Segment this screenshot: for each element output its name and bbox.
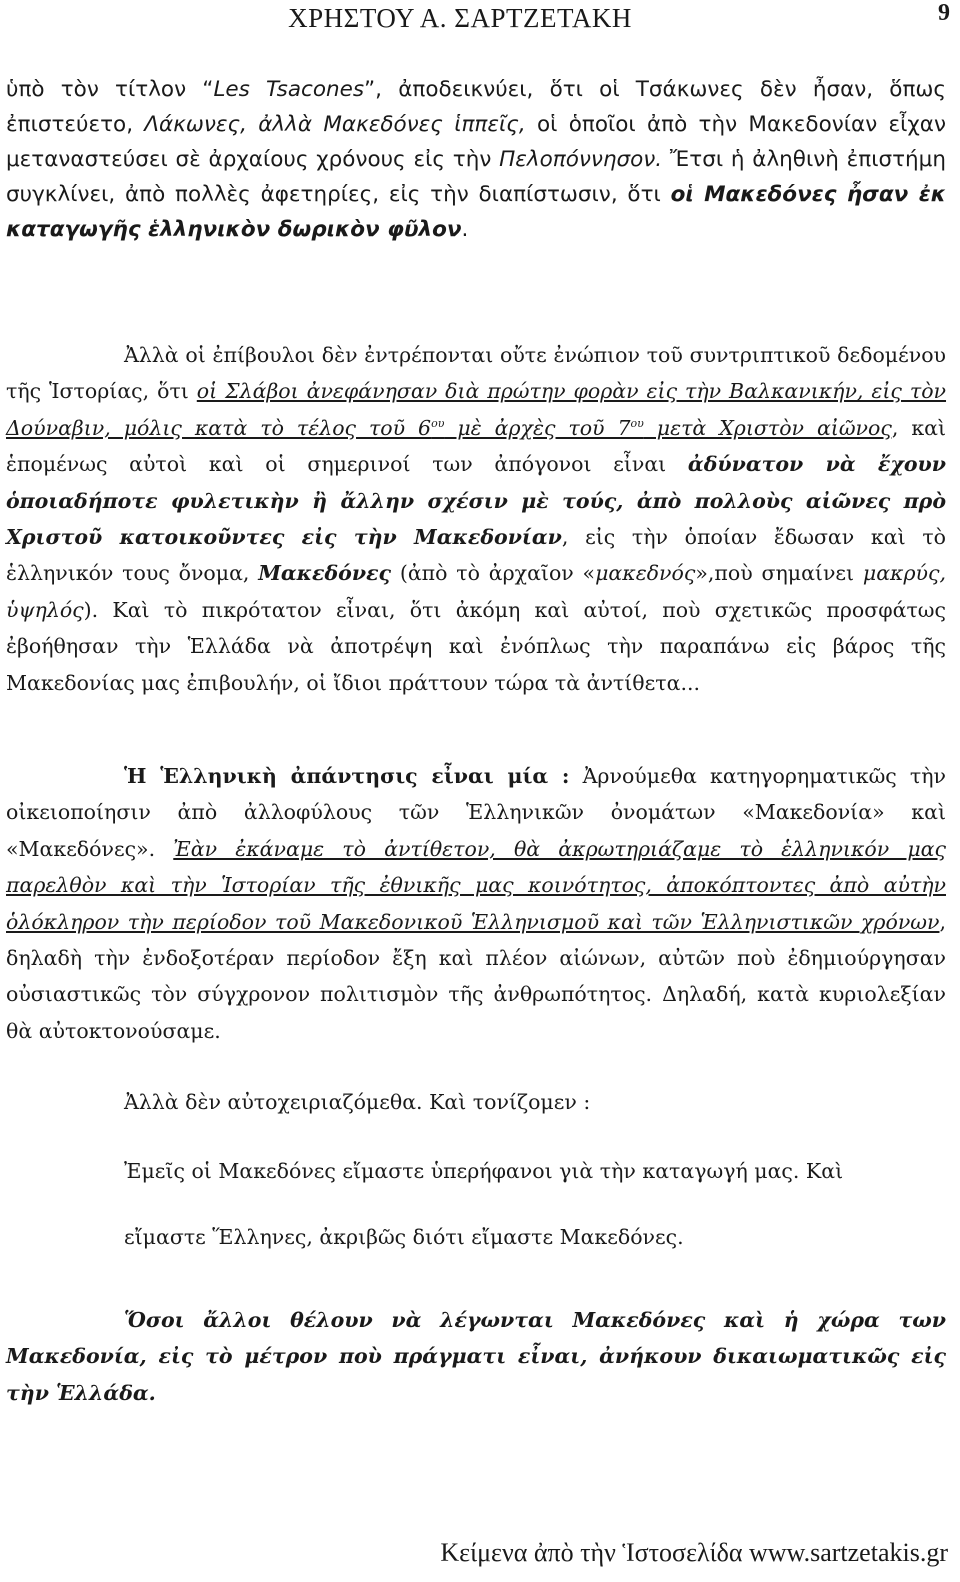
paragraph-2: Ἀλλὰ οἱ ἐπίβουλοι δὲν ἐντρέπονται οὔτε ἐνώπιον τοῦ συντριπτικοῦ δεδομένου τῆς Ἱστορίας, ὅτι οἱ Σλάβοι ἀνεφάνησαν διὰ πρώτην φορὰν εἰς τὴν Βαλκανικήν, εἰς τὸν Δούναβιν, μόλις κατὰ τὸ τέλος τοῦ $6^{o\upsilon}$ μὲ ἀρχὲς τοῦ $7^{o\upsilon}$ μετὰ Χριστὸν αἰῶνος, καὶ ἑπομένως αὐτοὶ καὶ οἱ σημερινοί των ἀπόγονοι εἶναι ἀδύνατον νὰ ἔχουν ὁποιαδήποτε φυλετικὴν ἢ ἄλλην σχέσιν μὲ τούς, ἀπὸ πολλοὺς αἰῶνες πρὸ Χριστοῦ κατοικοῦντες εἰς τὴν Μακεδονίαν, εἰς τὴν ὁποίαν ἔδωσαν καὶ τὸ ἑλληνικόν τους ὄνομα, Μακεδόνες (ἀπὸ τὸ ἀρχαῖον «μακεδνός»,ποὺ σημαίνει μακρύς, ὑψηλός). Καὶ τὸ πικρότατον εἶναι, ὅτι ἀκόμη καὶ αὐτοί, ποὺ σχετικῶς προσφάτως ἐβοήθησαν τὴν Ἑλλάδα νὰ ἀποτρέψη καὶ ἐνόπλως τὴν παραπάνω εἰς βάρος τῆς Μακεδονίας μας ἐπιβουλήν, οἱ ἴδιοι πράττουν τώρα τὰ ἀντίθετα... <box>6 343 947 695</box>
paragraph-1: ὑπὸ τὸν τίτλον “Les Tsacones”, ἀποδεικνύει, ὅτι οἱ Τσάκωνες δὲν ἦσαν, ὅπως ἐπιστεύετο, Λάκωνες, ἀλλὰ Μακεδόνες ἱππεῖς, οἱ ὁποῖοι ἀπὸ τὴν Μακεδονίαν εἶχαν μεταναστεύσει σὲ ἀρχαίους χρόνους εἰς τὴν Πελοπόννησον. Ἔτσι ἡ ἀληθινὴ ἐπιστήμη συγκλίνει, ἀπὸ πολλὲς ἀφετηρίες, εἰς τὴν διαπίστωσιν, ὅτι οἱ Μακεδόνες ἦσαν ἐκ καταγωγῆς ἑλληνικὸν δωρικὸν φῦλον. <box>6 77 947 242</box>
paragraph-3: Ἡ Ἑλληνικὴ ἀπάντησις εἶναι μία : Ἀρνούμεθα κατηγορηματικῶς τὴν οἰκειοποίησιν ἀπὸ ἀλλοφύλους τῶν Ἑλληνικῶν ὀνομάτων «Μακεδονία» καὶ «Μακεδόνες». Ἐὰν ἐκάναμε τὸ ἀντίθετον, θὰ ἀκρωτηριάζαμε τὸ ἑλληνικόν μας παρελθὸν καὶ τὴν Ἱστορίαν τῆς ἐθνικῆς μας κοινότητος, ἀποκόπτοντες ἀπὸ αὐτὴν ὁλόκληρον τὴν περίοδον τοῦ Μακεδονικοῦ Ἑλληνισμοῦ καὶ τῶν Ἑλληνιστικῶν χρόνων, δηλαδὴ τὴν ἐνδοξοτέραν περίοδον ἔξη καὶ πλέον αἰώνων, αὐτῶν ποὺ ἐδημιούργησαν οὐσιαστικῶς τὸν σύγχρονον πολιτισμὸν τῆς ἀνθρωπότητος. Δηλαδή, κατὰ κυριολεξίαν θὰ αὐτοκτονούσαμε. <box>6 764 946 1043</box>
page-number: 9 <box>938 0 950 26</box>
running-title: ΧΡΗΣΤΟΥ Α. ΣΑΡΤΖΕΤΑΚΗ <box>288 3 632 33</box>
paragraph-7: Ὅσοι ἄλλοι θέλουν νὰ λέγωνται Μακεδόνες καὶ ἡ χώρα των Μακεδονία, εἰς τὸ μέτρον ποὺ πράγματι εἶναι, ἀνήκουν δικαιωματικῶς εἰς τὴν Ἑλλάδα. <box>6 1308 946 1405</box>
page-header <box>0 0 960 40</box>
paragraph-4: Ἀλλὰ δὲν αὐτοχειριαζόμεθα. Καὶ τονίζομεν : <box>124 1090 591 1114</box>
footer-source: Κείμενα ἀπὸ τὴν Ἱστοσελίδα www.sartzetakis.gr <box>440 1538 948 1567</box>
paragraph-5: Ἐμεῖς οἱ Μακεδόνες εἴμαστε ὑπερήφανοι γιὰ τὴν καταγωγή μας. Καὶ <box>124 1159 844 1183</box>
paragraph-6: εἴμαστε Ἕλληνες, ἀκριβῶς διότι εἴμαστε Μακεδόνες. <box>124 1225 684 1249</box>
